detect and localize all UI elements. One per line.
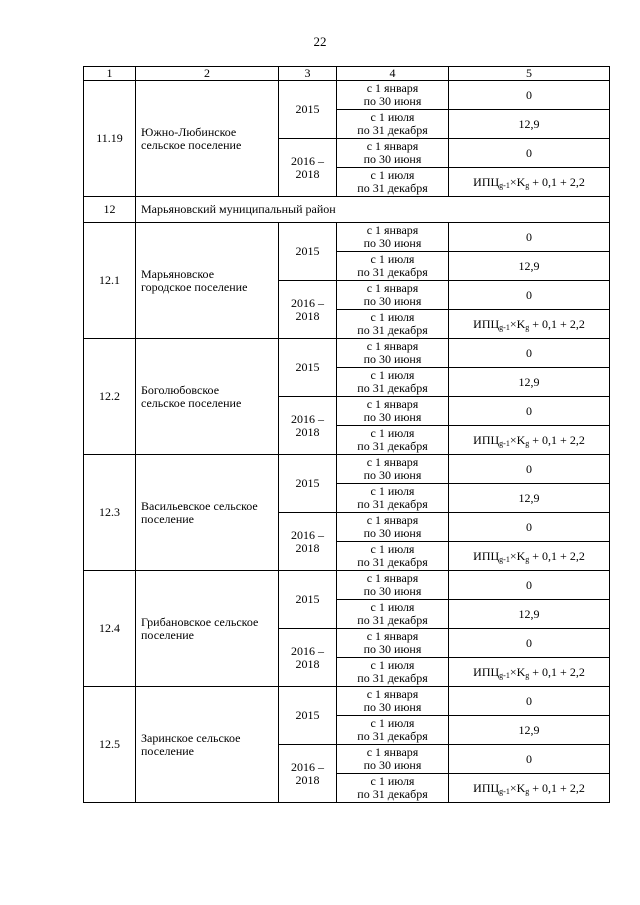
period-from: с 1 июля bbox=[370, 484, 415, 498]
period-from: с 1 января bbox=[366, 513, 419, 527]
period-cell bbox=[337, 513, 449, 542]
formula-sub-index: g bbox=[525, 322, 530, 332]
value-cell: 0 bbox=[449, 281, 610, 310]
year-range-end: 2018 bbox=[295, 424, 320, 439]
year-cell bbox=[279, 629, 337, 687]
settlement-name-line: поселение bbox=[141, 627, 195, 642]
table-row bbox=[84, 339, 610, 368]
period-to: по 31 декабря bbox=[357, 729, 428, 743]
value-cell: 0 bbox=[449, 339, 610, 368]
period-to: по 31 декабря bbox=[357, 555, 428, 569]
section-name: Марьяновский муниципальный район bbox=[136, 197, 610, 223]
year-cell bbox=[279, 513, 337, 571]
year-range-start: 2016 – bbox=[291, 153, 324, 168]
period-to: по 30 июня bbox=[363, 410, 422, 424]
period-from: с 1 июля bbox=[370, 716, 415, 730]
period-cell bbox=[337, 252, 449, 281]
value-cell: 12,9 bbox=[449, 110, 610, 139]
header-cell: 2 bbox=[136, 67, 279, 81]
period-cell bbox=[337, 281, 449, 310]
formula-prefix: ИПЦ bbox=[473, 432, 500, 447]
formula-sub-index: g-1 bbox=[499, 438, 510, 448]
period-from: с 1 января bbox=[366, 629, 419, 643]
year-range-start: 2016 – bbox=[291, 643, 324, 658]
settlement-name-line: Заринское сельское bbox=[141, 730, 241, 745]
period-cell bbox=[337, 223, 449, 252]
settlement-name-line: Васильевское сельское bbox=[141, 498, 258, 513]
period-to: по 30 июня bbox=[363, 94, 422, 108]
formula-mid: ×K bbox=[509, 548, 526, 563]
year-range-start: 2016 – bbox=[291, 295, 324, 310]
period-to: по 31 декабря bbox=[357, 671, 428, 685]
period-cell bbox=[337, 168, 449, 197]
formula-suffix: + 0,1 + 2,2 bbox=[529, 316, 585, 331]
period-from: с 1 января bbox=[366, 339, 419, 353]
value-cell: 0 bbox=[449, 139, 610, 168]
period-from: с 1 июля bbox=[370, 110, 415, 124]
year-range-end: 2018 bbox=[295, 308, 320, 323]
period-to: по 30 июня bbox=[363, 584, 422, 598]
formula-cell bbox=[449, 658, 610, 687]
formula-suffix: + 0,1 + 2,2 bbox=[529, 548, 585, 563]
value-cell: 0 bbox=[449, 513, 610, 542]
year-cell: 2015 bbox=[279, 81, 337, 139]
settlement-name-line: Грибановское сельское bbox=[141, 614, 259, 629]
period-cell bbox=[337, 110, 449, 139]
period-cell bbox=[337, 571, 449, 600]
page-number: 22 bbox=[313, 34, 327, 49]
formula-sub-index: g-1 bbox=[499, 670, 510, 680]
period-to: по 30 июня bbox=[363, 758, 422, 772]
table-row bbox=[84, 81, 610, 110]
table-row bbox=[84, 455, 610, 484]
period-from: с 1 июля bbox=[370, 368, 415, 382]
value-cell: 12,9 bbox=[449, 252, 610, 281]
table-row bbox=[84, 571, 610, 600]
settlement-name-line: сельское поселение bbox=[141, 395, 242, 410]
formula-cell bbox=[449, 426, 610, 455]
period-cell bbox=[337, 600, 449, 629]
period-to: по 31 декабря bbox=[357, 381, 428, 395]
year-cell bbox=[279, 745, 337, 803]
year-cell: 2015 bbox=[279, 571, 337, 629]
period-to: по 30 июня bbox=[363, 236, 422, 250]
period-from: с 1 января bbox=[366, 455, 419, 469]
settlement-name-line: поселение bbox=[141, 511, 195, 526]
period-to: по 30 июня bbox=[363, 352, 422, 366]
formula-suffix: + 0,1 + 2,2 bbox=[529, 432, 585, 447]
period-from: с 1 июля bbox=[370, 168, 415, 182]
value-cell: 12,9 bbox=[449, 600, 610, 629]
value-cell: 0 bbox=[449, 397, 610, 426]
formula-sub-index: g-1 bbox=[499, 554, 510, 564]
period-to: по 31 декабря bbox=[357, 265, 428, 279]
period-cell bbox=[337, 542, 449, 571]
value-cell: 0 bbox=[449, 687, 610, 716]
table-row bbox=[84, 223, 610, 252]
header-cell: 1 bbox=[84, 67, 136, 81]
year-cell: 2015 bbox=[279, 455, 337, 513]
period-cell bbox=[337, 81, 449, 110]
settlement-name-line: городское поселение bbox=[141, 279, 248, 294]
year-range-end: 2018 bbox=[295, 166, 320, 181]
year-range-start: 2016 – bbox=[291, 759, 324, 774]
formula-sub-index: g-1 bbox=[499, 786, 510, 796]
header-cell: 3 bbox=[279, 67, 337, 81]
value-cell: 0 bbox=[449, 223, 610, 252]
table-row bbox=[84, 687, 610, 716]
formula-cell bbox=[449, 168, 610, 197]
period-to: по 30 июня bbox=[363, 700, 422, 714]
settlement-name bbox=[136, 571, 279, 687]
settlement-name bbox=[136, 223, 279, 339]
period-to: по 30 июня bbox=[363, 468, 422, 482]
formula-sub-index: g bbox=[525, 670, 530, 680]
period-cell bbox=[337, 774, 449, 803]
year-range-end: 2018 bbox=[295, 540, 320, 555]
settlement-name-line: сельское поселение bbox=[141, 137, 242, 152]
period-from: с 1 июля bbox=[370, 774, 415, 788]
formula-sub-index: g bbox=[525, 554, 530, 564]
value-cell: 0 bbox=[449, 571, 610, 600]
period-to: по 31 декабря bbox=[357, 439, 428, 453]
period-from: с 1 июля bbox=[370, 252, 415, 266]
header-cell: 5 bbox=[449, 67, 610, 81]
header-cell: 4 bbox=[337, 67, 449, 81]
section-row bbox=[84, 197, 610, 223]
period-cell bbox=[337, 484, 449, 513]
period-from: с 1 января bbox=[366, 281, 419, 295]
formula-prefix: ИПЦ bbox=[473, 780, 500, 795]
year-cell bbox=[279, 397, 337, 455]
year-cell bbox=[279, 139, 337, 197]
year-range-end: 2018 bbox=[295, 772, 320, 787]
formula-prefix: ИПЦ bbox=[473, 548, 500, 563]
year-cell: 2015 bbox=[279, 687, 337, 745]
period-from: с 1 января bbox=[366, 223, 419, 237]
table-header-row bbox=[84, 67, 610, 81]
formula-prefix: ИПЦ bbox=[473, 316, 500, 331]
formula-prefix: ИПЦ bbox=[473, 174, 500, 189]
period-to: по 30 июня bbox=[363, 526, 422, 540]
formula-sub-index: g-1 bbox=[499, 180, 510, 190]
formula-suffix: + 0,1 + 2,2 bbox=[529, 174, 585, 189]
period-cell bbox=[337, 397, 449, 426]
row-number: 12.3 bbox=[84, 455, 136, 571]
formula-mid: ×K bbox=[509, 316, 526, 331]
settlement-name-line: поселение bbox=[141, 743, 195, 758]
year-cell bbox=[279, 281, 337, 339]
period-to: по 30 июня bbox=[363, 152, 422, 166]
year-range-start: 2016 – bbox=[291, 411, 324, 426]
settlement-name-line: Южно-Любинское bbox=[141, 124, 237, 139]
period-to: по 30 июня bbox=[363, 642, 422, 656]
year-cell: 2015 bbox=[279, 223, 337, 281]
value-cell: 0 bbox=[449, 81, 610, 110]
period-from: с 1 июля bbox=[370, 658, 415, 672]
period-from: с 1 июля bbox=[370, 600, 415, 614]
settlement-name bbox=[136, 81, 279, 197]
formula-mid: ×K bbox=[509, 664, 526, 679]
period-cell bbox=[337, 339, 449, 368]
period-to: по 31 декабря bbox=[357, 613, 428, 627]
formula-cell bbox=[449, 774, 610, 803]
period-cell bbox=[337, 455, 449, 484]
row-number: 12.1 bbox=[84, 223, 136, 339]
formula-mid: ×K bbox=[509, 174, 526, 189]
formula-sub-index: g bbox=[525, 786, 530, 796]
value-cell: 0 bbox=[449, 745, 610, 774]
formula-mid: ×K bbox=[509, 432, 526, 447]
settlement-name bbox=[136, 687, 279, 803]
value-cell: 0 bbox=[449, 629, 610, 658]
period-cell bbox=[337, 426, 449, 455]
section-number: 12 bbox=[84, 197, 136, 223]
formula-cell bbox=[449, 310, 610, 339]
formula-sub-index: g-1 bbox=[499, 322, 510, 332]
period-cell bbox=[337, 368, 449, 397]
formula-sub-index: g bbox=[525, 438, 530, 448]
period-cell bbox=[337, 629, 449, 658]
formula-cell bbox=[449, 542, 610, 571]
period-from: с 1 июля bbox=[370, 426, 415, 440]
row-number: 12.2 bbox=[84, 339, 136, 455]
row-number: 11.19 bbox=[84, 81, 136, 197]
formula-mid: ×K bbox=[509, 780, 526, 795]
period-to: по 31 декабря bbox=[357, 787, 428, 801]
formula-prefix: ИПЦ bbox=[473, 664, 500, 679]
settlement-name-line: Марьяновское bbox=[141, 266, 215, 281]
period-from: с 1 января bbox=[366, 139, 419, 153]
period-from: с 1 января bbox=[366, 397, 419, 411]
value-cell: 12,9 bbox=[449, 368, 610, 397]
period-to: по 31 декабря bbox=[357, 323, 428, 337]
period-from: с 1 января bbox=[366, 571, 419, 585]
tariff-table bbox=[83, 66, 610, 803]
period-to: по 31 декабря bbox=[357, 497, 428, 511]
period-from: с 1 июля bbox=[370, 542, 415, 556]
period-cell bbox=[337, 716, 449, 745]
row-number: 12.4 bbox=[84, 571, 136, 687]
period-from: с 1 января bbox=[366, 687, 419, 701]
year-cell: 2015 bbox=[279, 339, 337, 397]
formula-suffix: + 0,1 + 2,2 bbox=[529, 664, 585, 679]
period-cell bbox=[337, 745, 449, 774]
period-from: с 1 января bbox=[366, 745, 419, 759]
period-from: с 1 января bbox=[366, 81, 419, 95]
value-cell: 0 bbox=[449, 455, 610, 484]
formula-sub-index: g bbox=[525, 180, 530, 190]
period-cell bbox=[337, 658, 449, 687]
period-to: по 31 декабря bbox=[357, 181, 428, 195]
row-number: 12.5 bbox=[84, 687, 136, 803]
period-cell bbox=[337, 310, 449, 339]
settlement-name bbox=[136, 455, 279, 571]
year-range-end: 2018 bbox=[295, 656, 320, 671]
period-cell bbox=[337, 687, 449, 716]
period-to: по 31 декабря bbox=[357, 123, 428, 137]
year-range-start: 2016 – bbox=[291, 527, 324, 542]
period-cell bbox=[337, 139, 449, 168]
value-cell: 12,9 bbox=[449, 716, 610, 745]
formula-suffix: + 0,1 + 2,2 bbox=[529, 780, 585, 795]
value-cell: 12,9 bbox=[449, 484, 610, 513]
period-from: с 1 июля bbox=[370, 310, 415, 324]
settlement-name-line: Боголюбовское bbox=[141, 382, 220, 397]
settlement-name bbox=[136, 339, 279, 455]
period-to: по 30 июня bbox=[363, 294, 422, 308]
